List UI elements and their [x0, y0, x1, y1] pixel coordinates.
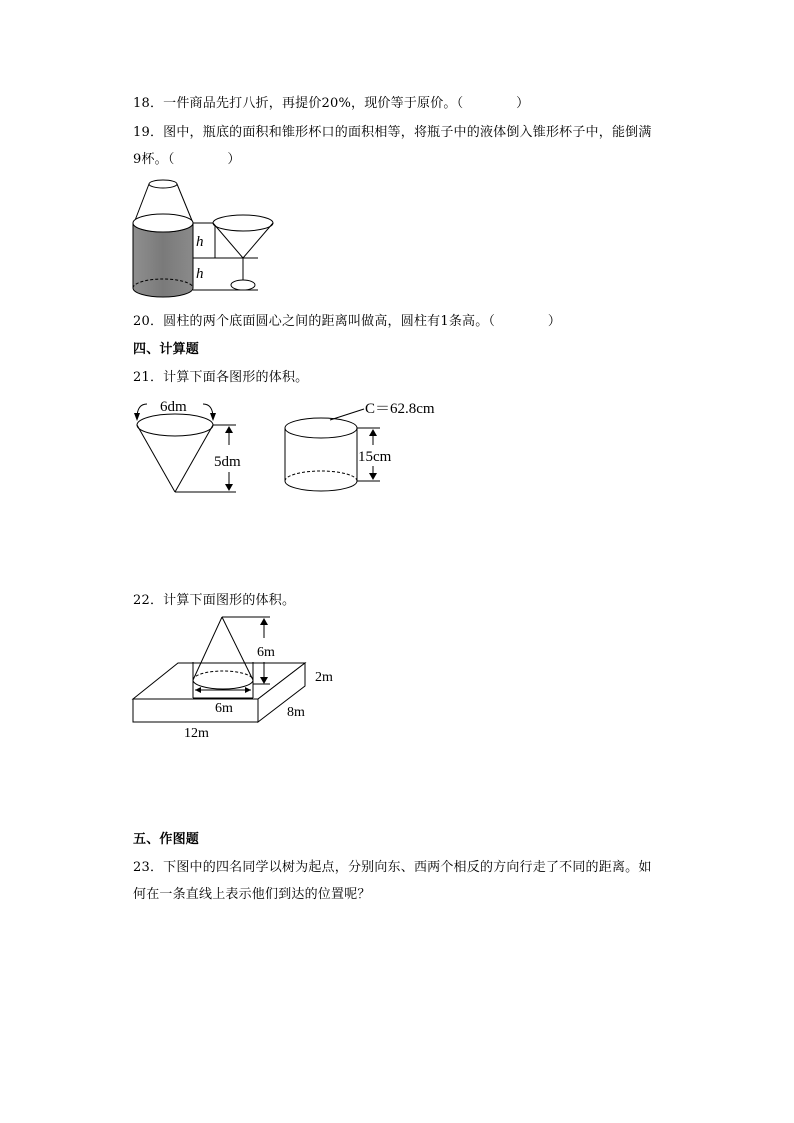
question-20: 20．圆柱的两个底面圆心之间的距离叫做高，圆柱有1条高。（ ）: [133, 314, 562, 329]
cone-height-label: 6m: [257, 645, 275, 660]
question-18: 18．一件商品先打八折，再提价20%，现价等于原价。（ ）: [133, 96, 530, 111]
question-19-line2: 9杯。（ ）: [133, 152, 241, 167]
cylinder-height-label: 15cm: [358, 449, 392, 465]
cone-diameter-label: 6dm: [160, 399, 187, 415]
cylinder-circumference-label: C＝62.8cm: [365, 401, 435, 417]
question-23-line1: 23．下图中的四名同学以树为起点，分别向东、西两个相反的方向行走了不同的距离。如: [133, 860, 652, 875]
question-22: 22．计算下面图形的体积。: [133, 593, 296, 608]
section-5-heading: 五、作图题: [133, 832, 200, 847]
cuboid-width-label: 8m: [287, 705, 305, 720]
section-4-heading: 四、计算题: [133, 342, 200, 357]
cuboid-length-label: 12m: [184, 726, 209, 741]
cone-diameter-label: 6m: [215, 701, 233, 716]
height-label-lower: h: [196, 266, 204, 282]
cuboid-height-label: 2m: [315, 670, 333, 685]
question-21: 21．计算下面各图形的体积。: [133, 370, 309, 385]
question-23-line2: 何在一条直线上表示他们到达的位置呢？: [133, 887, 371, 902]
question-19-line1: 19．图中，瓶底的面积和锥形杯口的面积相等，将瓶子中的液体倒入锥形杯子中，能倒满: [133, 125, 652, 140]
cone-height-label: 5dm: [214, 454, 241, 470]
height-label-upper: h: [196, 234, 204, 250]
